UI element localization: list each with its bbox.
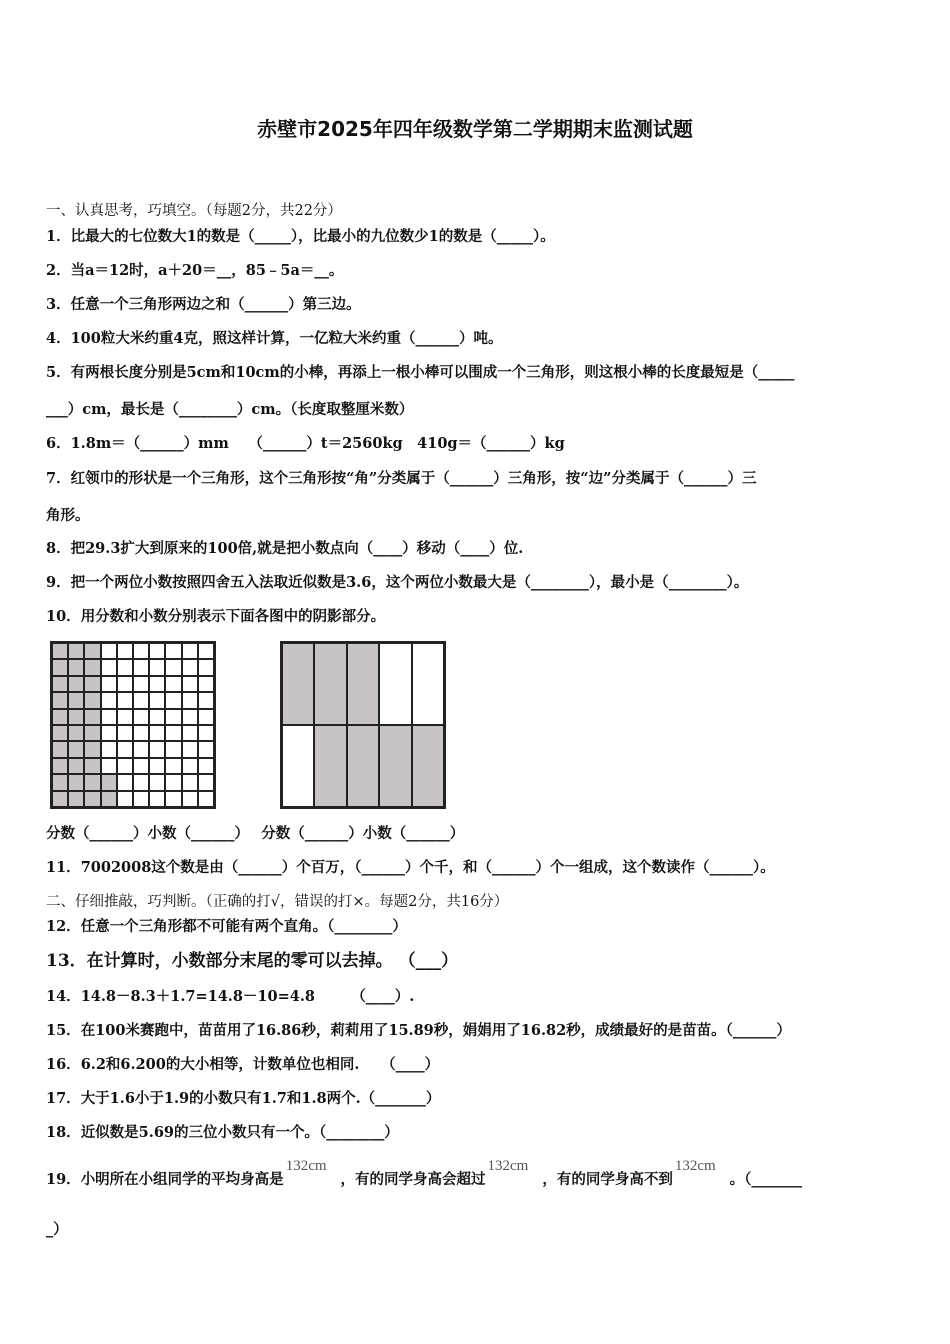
question-number: 16．: [46, 1056, 81, 1073]
grid-cell: [149, 643, 165, 659]
grid-cell: [198, 643, 214, 659]
grid-cell: [165, 659, 181, 675]
grid-cell: [165, 758, 181, 774]
question-number: 15．: [46, 1022, 81, 1039]
grid-cell: [117, 791, 133, 807]
grid-cell: [84, 692, 100, 708]
question-10: [46, 607, 385, 627]
grid-cell: [84, 758, 100, 774]
grid-cell: [182, 643, 198, 659]
grid-cell: [182, 659, 198, 675]
rectangle-part: [379, 725, 411, 807]
grid-cell: [149, 758, 165, 774]
grid-cell: [52, 725, 68, 741]
grid-cell: [101, 774, 117, 790]
grid-cell: [149, 741, 165, 757]
question-number: 7．: [46, 470, 71, 487]
grid-cell: [68, 758, 84, 774]
grid-cell: [117, 709, 133, 725]
question-text-part3: ，有的同学身高不到: [542, 1171, 673, 1188]
grid-cell: [133, 774, 149, 790]
grid-cell: [165, 791, 181, 807]
grid-cell: [149, 659, 165, 675]
grid-cell: [182, 774, 198, 790]
question-number: 14．: [46, 988, 81, 1005]
grid-cell: [101, 643, 117, 659]
grid-cell: [133, 725, 149, 741]
grid-cell: [84, 643, 100, 659]
grid-cell: [101, 741, 117, 757]
question-17: [46, 1089, 440, 1109]
grid-cell: [52, 643, 68, 659]
grid-cell: [198, 741, 214, 757]
question-12: [46, 917, 407, 937]
grid-cell: [68, 643, 84, 659]
grid-cell: [198, 774, 214, 790]
grid-cell: [182, 692, 198, 708]
question-text: 把29.3扩大到原来的100倍,就是把小数点向（____）移动（____）位.: [70, 540, 524, 557]
question-15: [46, 1021, 791, 1041]
height-value-image: 132cm: [674, 1158, 716, 1174]
grid-cell: [182, 791, 198, 807]
grid-cell: [52, 709, 68, 725]
question-1: [46, 227, 555, 247]
question-6: [46, 434, 565, 454]
question-number: 6．: [46, 435, 71, 452]
grid-cell: [165, 676, 181, 692]
grid-cell: [101, 676, 117, 692]
grid-cell: [133, 659, 149, 675]
grid-cell: [117, 643, 133, 659]
grid-cell: [133, 741, 149, 757]
grid-cell: [198, 709, 214, 725]
grid-cell: [52, 741, 68, 757]
grid-cell: [149, 676, 165, 692]
grid-cell: [182, 676, 198, 692]
grid-cell: [117, 725, 133, 741]
grid-cell: [84, 774, 100, 790]
grid-cell: [117, 659, 133, 675]
question-13: [46, 951, 458, 971]
rectangle-part: [314, 643, 346, 725]
question-18: [46, 1123, 399, 1143]
rectangle-part: [282, 643, 314, 725]
question-text: 任意一个三角形两边之和（______）第三边。: [70, 296, 361, 313]
rectangle-part: [379, 643, 411, 725]
question-2: [46, 261, 343, 281]
question-text: 6.2和6.200的大小相等，计数单位也相同. （____）: [80, 1056, 440, 1073]
question-number: 1．: [46, 228, 71, 245]
grid-cell: [133, 676, 149, 692]
question-5: [46, 363, 794, 383]
grid-cell: [68, 774, 84, 790]
grid-cell: [149, 709, 165, 725]
grid-cell: [68, 692, 84, 708]
question-number: 2．: [46, 262, 71, 279]
grid-cell: [198, 758, 214, 774]
grid-cell: [68, 741, 84, 757]
question-text: 有两根长度分别是5cm和10cm的小棒，再添上一根小棒可以围成一个三角形，则这根小棒的长度最短是（_____: [70, 364, 795, 381]
grid-cell: [133, 643, 149, 659]
grid-cell: [68, 725, 84, 741]
grid-cell: [149, 725, 165, 741]
grid-cell: [84, 676, 100, 692]
grid-cell: [198, 676, 214, 692]
grid-cell: [101, 692, 117, 708]
question-text: 在100米赛跑中，苗苗用了16.86秒，莉莉用了15.89秒，娟娟用了16.82秒，成绩最好的是苗苗。（______）: [80, 1022, 791, 1039]
question-number: 19．: [46, 1171, 81, 1188]
rectangle-part: [314, 725, 346, 807]
question-number: 9．: [46, 574, 71, 591]
grid-cell: [101, 725, 117, 741]
grid-cell: [133, 709, 149, 725]
grid-cell: [133, 692, 149, 708]
grid-cell: [198, 692, 214, 708]
question-text-part1: 小明所在小组同学的平均身高是: [80, 1171, 284, 1188]
rectangle-part: [347, 725, 379, 807]
question-number: 8．: [46, 540, 71, 557]
grid-cell: [101, 791, 117, 807]
grid-cell: [182, 725, 198, 741]
grid-cell: [52, 692, 68, 708]
grid-cell: [117, 758, 133, 774]
question-number: 17．: [46, 1090, 81, 1107]
grid-cell: [165, 725, 181, 741]
question-number: 3．: [46, 296, 71, 313]
question-10-answer-line: 分数（______）小数（______） 分数（______）小数（______）: [46, 825, 465, 842]
grid-cell: [84, 659, 100, 675]
question-text: 把一个两位小数按照四舍五入法取近似数是3.6，这个两位小数最大是（________），最小是（________）。: [70, 574, 749, 591]
page-title: 赤壁市2025年四年级数学第二学期期末监测试题: [257, 117, 693, 141]
question-text: 红领巾的形状是一个三角形，这个三角形按“角”分类属于（______）三角形，按“边”分类属于（______）三: [70, 470, 757, 487]
grid-cell: [198, 659, 214, 675]
grid-cell: [149, 774, 165, 790]
question-text: 近似数是5.69的三位小数只有一个。（________）: [80, 1124, 399, 1141]
grid-cell: [149, 692, 165, 708]
question-11: [46, 858, 775, 878]
question-text: 1.8m＝（______）mm （______）t＝2560kg 410g＝（______）kg: [70, 435, 565, 452]
grid-cell: [68, 709, 84, 725]
height-value-image: 132cm: [487, 1158, 529, 1174]
question-text-part2: ，有的同学身高会超过: [340, 1171, 486, 1188]
grid-cell: [68, 676, 84, 692]
question-5-continued: ___）cm，最长是（________）cm。（长度取整厘米数）: [46, 401, 414, 418]
question-text: 7002008这个数是由（______）个百万，（______）个千，和（______）个一组成，这个数读作（______）。: [80, 859, 775, 876]
grid-cell: [182, 741, 198, 757]
grid-cell: [101, 659, 117, 675]
section2-heading: 二、仔细推敲，巧判断。（正确的打√，错误的打×。每题2分，共16分）: [46, 894, 509, 910]
grid-cell: [52, 774, 68, 790]
question-text: 14.8－8.3＋1.7=14.8－10=4.8 （____）.: [80, 988, 415, 1005]
grid-cell: [165, 692, 181, 708]
height-value-image: 132cm: [285, 1158, 327, 1174]
rectangle-part: [412, 643, 444, 725]
ten-part-rectangle-figure: [280, 641, 446, 809]
hundred-grid-figure: [50, 641, 216, 809]
question-number: 18．: [46, 1124, 81, 1141]
question-text: 用分数和小数分别表示下面各图中的阴影部分。: [80, 608, 386, 625]
grid-cell: [84, 725, 100, 741]
grid-cell: [149, 791, 165, 807]
question-3: [46, 295, 361, 315]
grid-cell: [52, 659, 68, 675]
grid-cell: [68, 791, 84, 807]
grid-cell: [117, 676, 133, 692]
grid-cell: [198, 725, 214, 741]
question-text: 在计算时，小数部分末尾的零可以去掉。 （___）: [86, 951, 459, 971]
rectangle-part: [347, 643, 379, 725]
question-8: [46, 539, 523, 559]
question-text: 大于1.6小于1.9的小数只有1.7和1.8两个.（_______）: [80, 1090, 441, 1107]
question-14: [46, 987, 414, 1007]
grid-cell: [117, 774, 133, 790]
question-text: 任意一个三角形都不可能有两个直角。（________）: [80, 918, 407, 935]
question-text: 100粒大米约重4克，照这样计算，一亿粒大米约重（______）吨。: [70, 330, 503, 347]
question-19: [46, 1158, 803, 1190]
question-number: 10．: [46, 608, 81, 625]
rectangle-part: [412, 725, 444, 807]
question-9: [46, 573, 748, 593]
grid-cell: [117, 692, 133, 708]
question-text: 当a＝12时，a＋20＝__，85﹣5a＝__。: [70, 262, 344, 279]
grid-cell: [68, 659, 84, 675]
grid-cell: [84, 791, 100, 807]
question-text-part4: 。（_______: [729, 1171, 803, 1188]
grid-cell: [52, 758, 68, 774]
grid-cell: [117, 741, 133, 757]
question-number: 5．: [46, 364, 71, 381]
grid-cell: [84, 741, 100, 757]
grid-cell: [182, 758, 198, 774]
question-text: 比最大的七位数大1的数是（_____），比最小的九位数少1的数是（_____）。: [70, 228, 555, 245]
question-number: 4．: [46, 330, 71, 347]
grid-cell: [52, 791, 68, 807]
grid-cell: [133, 791, 149, 807]
grid-cell: [101, 709, 117, 725]
grid-cell: [165, 741, 181, 757]
question-4: [46, 329, 502, 349]
grid-cell: [198, 791, 214, 807]
question-19-continued: _）: [46, 1221, 68, 1238]
grid-cell: [52, 676, 68, 692]
question-number: 12．: [46, 918, 81, 935]
question-16: [46, 1055, 439, 1075]
rectangle-part: [282, 725, 314, 807]
section1-heading: 一、认真思考，巧填空。（每题2分，共22分）: [46, 203, 342, 219]
question-7: [46, 469, 756, 489]
grid-cell: [165, 643, 181, 659]
grid-cell: [101, 758, 117, 774]
question-7-continued: 角形。: [46, 507, 90, 524]
grid-cell: [182, 709, 198, 725]
grid-cell: [165, 709, 181, 725]
question-number: 11．: [46, 859, 81, 876]
question-number: 13．: [46, 951, 87, 971]
grid-cell: [133, 758, 149, 774]
grid-cell: [84, 709, 100, 725]
grid-cell: [165, 774, 181, 790]
